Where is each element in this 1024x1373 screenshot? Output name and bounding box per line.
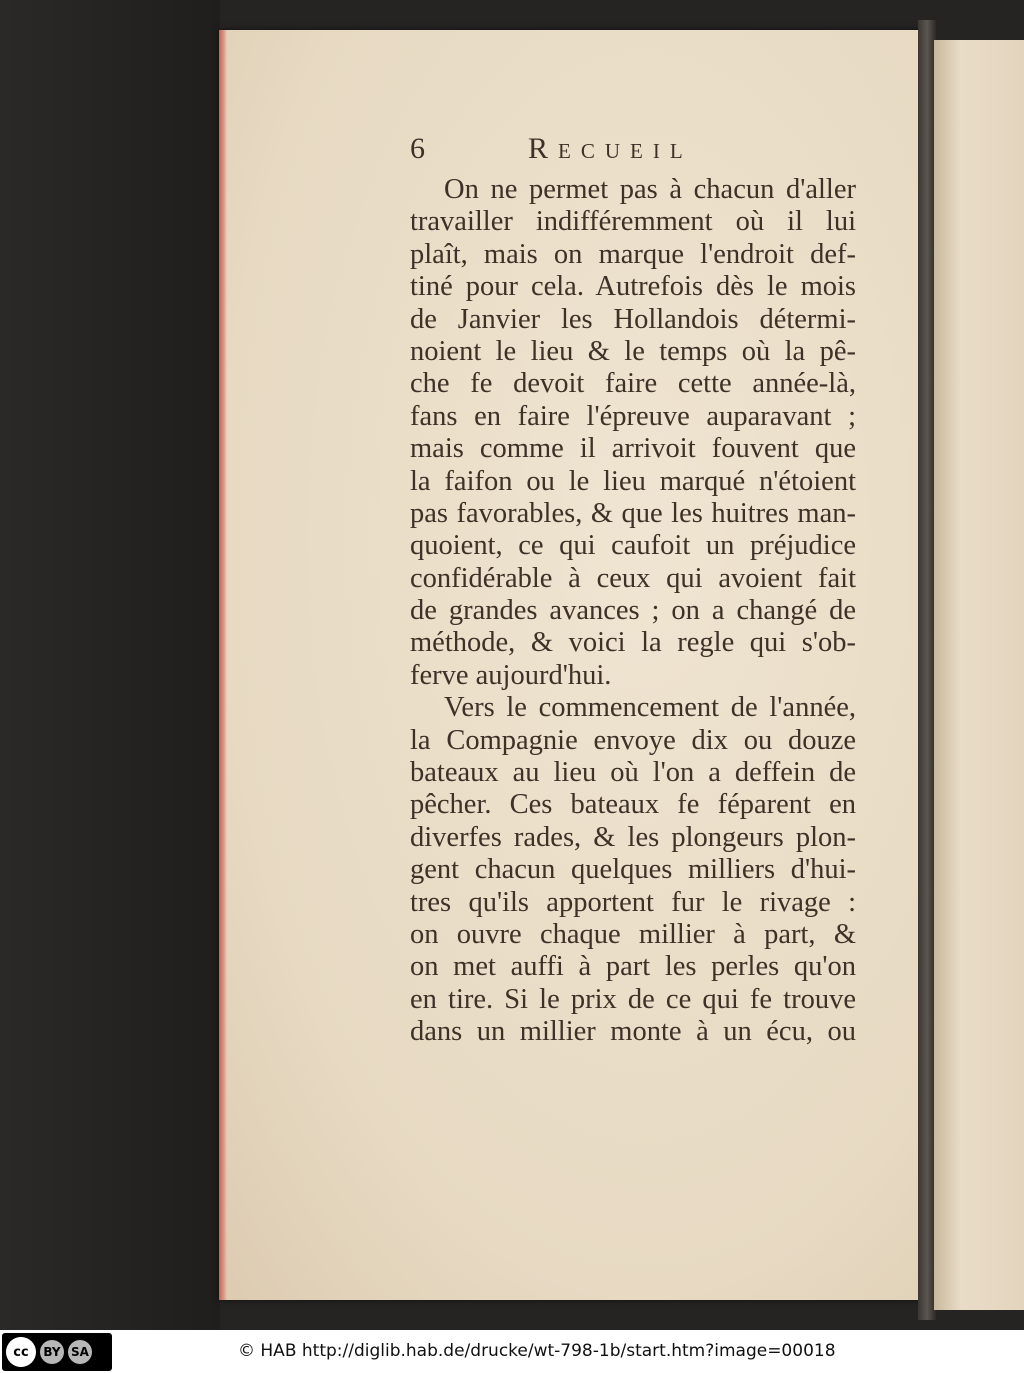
background-left	[0, 0, 220, 1330]
text-line: confidérable à ceux qui avoient fait	[410, 562, 856, 594]
text-line: gent chacun quelques milliers d'hui-	[410, 854, 856, 886]
running-head	[410, 132, 856, 174]
text-line: pas favorables, & que les huitres man-	[410, 497, 856, 529]
text-line: on met auffi à part les perles qu'on	[410, 951, 856, 983]
sa-icon: SA	[68, 1340, 92, 1364]
text-line: ferve aujourd'hui.	[410, 659, 612, 691]
text-line: de Janvier les Hollandois détermi-	[410, 303, 856, 335]
text-line: che fe devoit faire cette année-là,	[410, 368, 856, 400]
text-line: en tire. Si le prix de ce qui fe trouve	[410, 983, 856, 1015]
cc-license-badge[interactable]	[2, 1333, 112, 1371]
page-edge-red	[219, 30, 227, 1300]
text-line: pêcher. Ces bateaux fe féparent en	[410, 789, 856, 821]
folio: 6	[410, 132, 425, 165]
text-line: la Compagnie envoye dix ou douze	[410, 724, 856, 756]
text-lines	[410, 174, 856, 1049]
text-line: la faifon ou le lieu marqué n'étoient	[410, 465, 856, 497]
text-line: tres qu'ils apportent fur le rivage :	[410, 886, 856, 918]
text-line: mais comme il arrivoit fouvent que	[410, 433, 856, 465]
text-line: bateaux au lieu où l'on a deffein de	[410, 757, 856, 789]
text-line: noient le lieu & le temps où la pê-	[410, 335, 856, 367]
text-line: dans un millier monte à un écu, ou	[410, 1016, 856, 1048]
text-line: On ne permet pas à chacun d'aller	[444, 174, 856, 205]
text-line: diverfes rades, & les plongeurs plon-	[410, 821, 856, 853]
text-line: Vers le commencement de l'année,	[444, 692, 856, 724]
text-line: tiné pour cela. Autrefois dès le mois	[410, 271, 856, 303]
running-head-title: Recueil	[528, 132, 693, 165]
facing-page	[934, 40, 1024, 1310]
footer-bar	[0, 1330, 1024, 1373]
text-line: plaît, mais on marque l'endroit def-	[410, 238, 856, 270]
text-line: quoient, ce qui caufoit un préjudice	[410, 530, 856, 562]
text-line: méthode, & voici la regle qui s'ob-	[410, 627, 856, 659]
cc-icon: cc	[6, 1337, 36, 1367]
page-text	[410, 132, 856, 1049]
text-line: de grandes avances ; on a changé de	[410, 595, 856, 627]
text-line: on ouvre chaque millier à part, &	[410, 918, 856, 950]
text-line: fans en faire l'épreuve auparavant ;	[410, 400, 856, 432]
text-line: travailler indifféremment où il lui	[410, 206, 856, 238]
by-icon: BY	[40, 1340, 64, 1364]
credit-text: © HAB http://diglib.hab.de/drucke/wt-798-1b/start.htm?image=00018	[238, 1341, 836, 1361]
